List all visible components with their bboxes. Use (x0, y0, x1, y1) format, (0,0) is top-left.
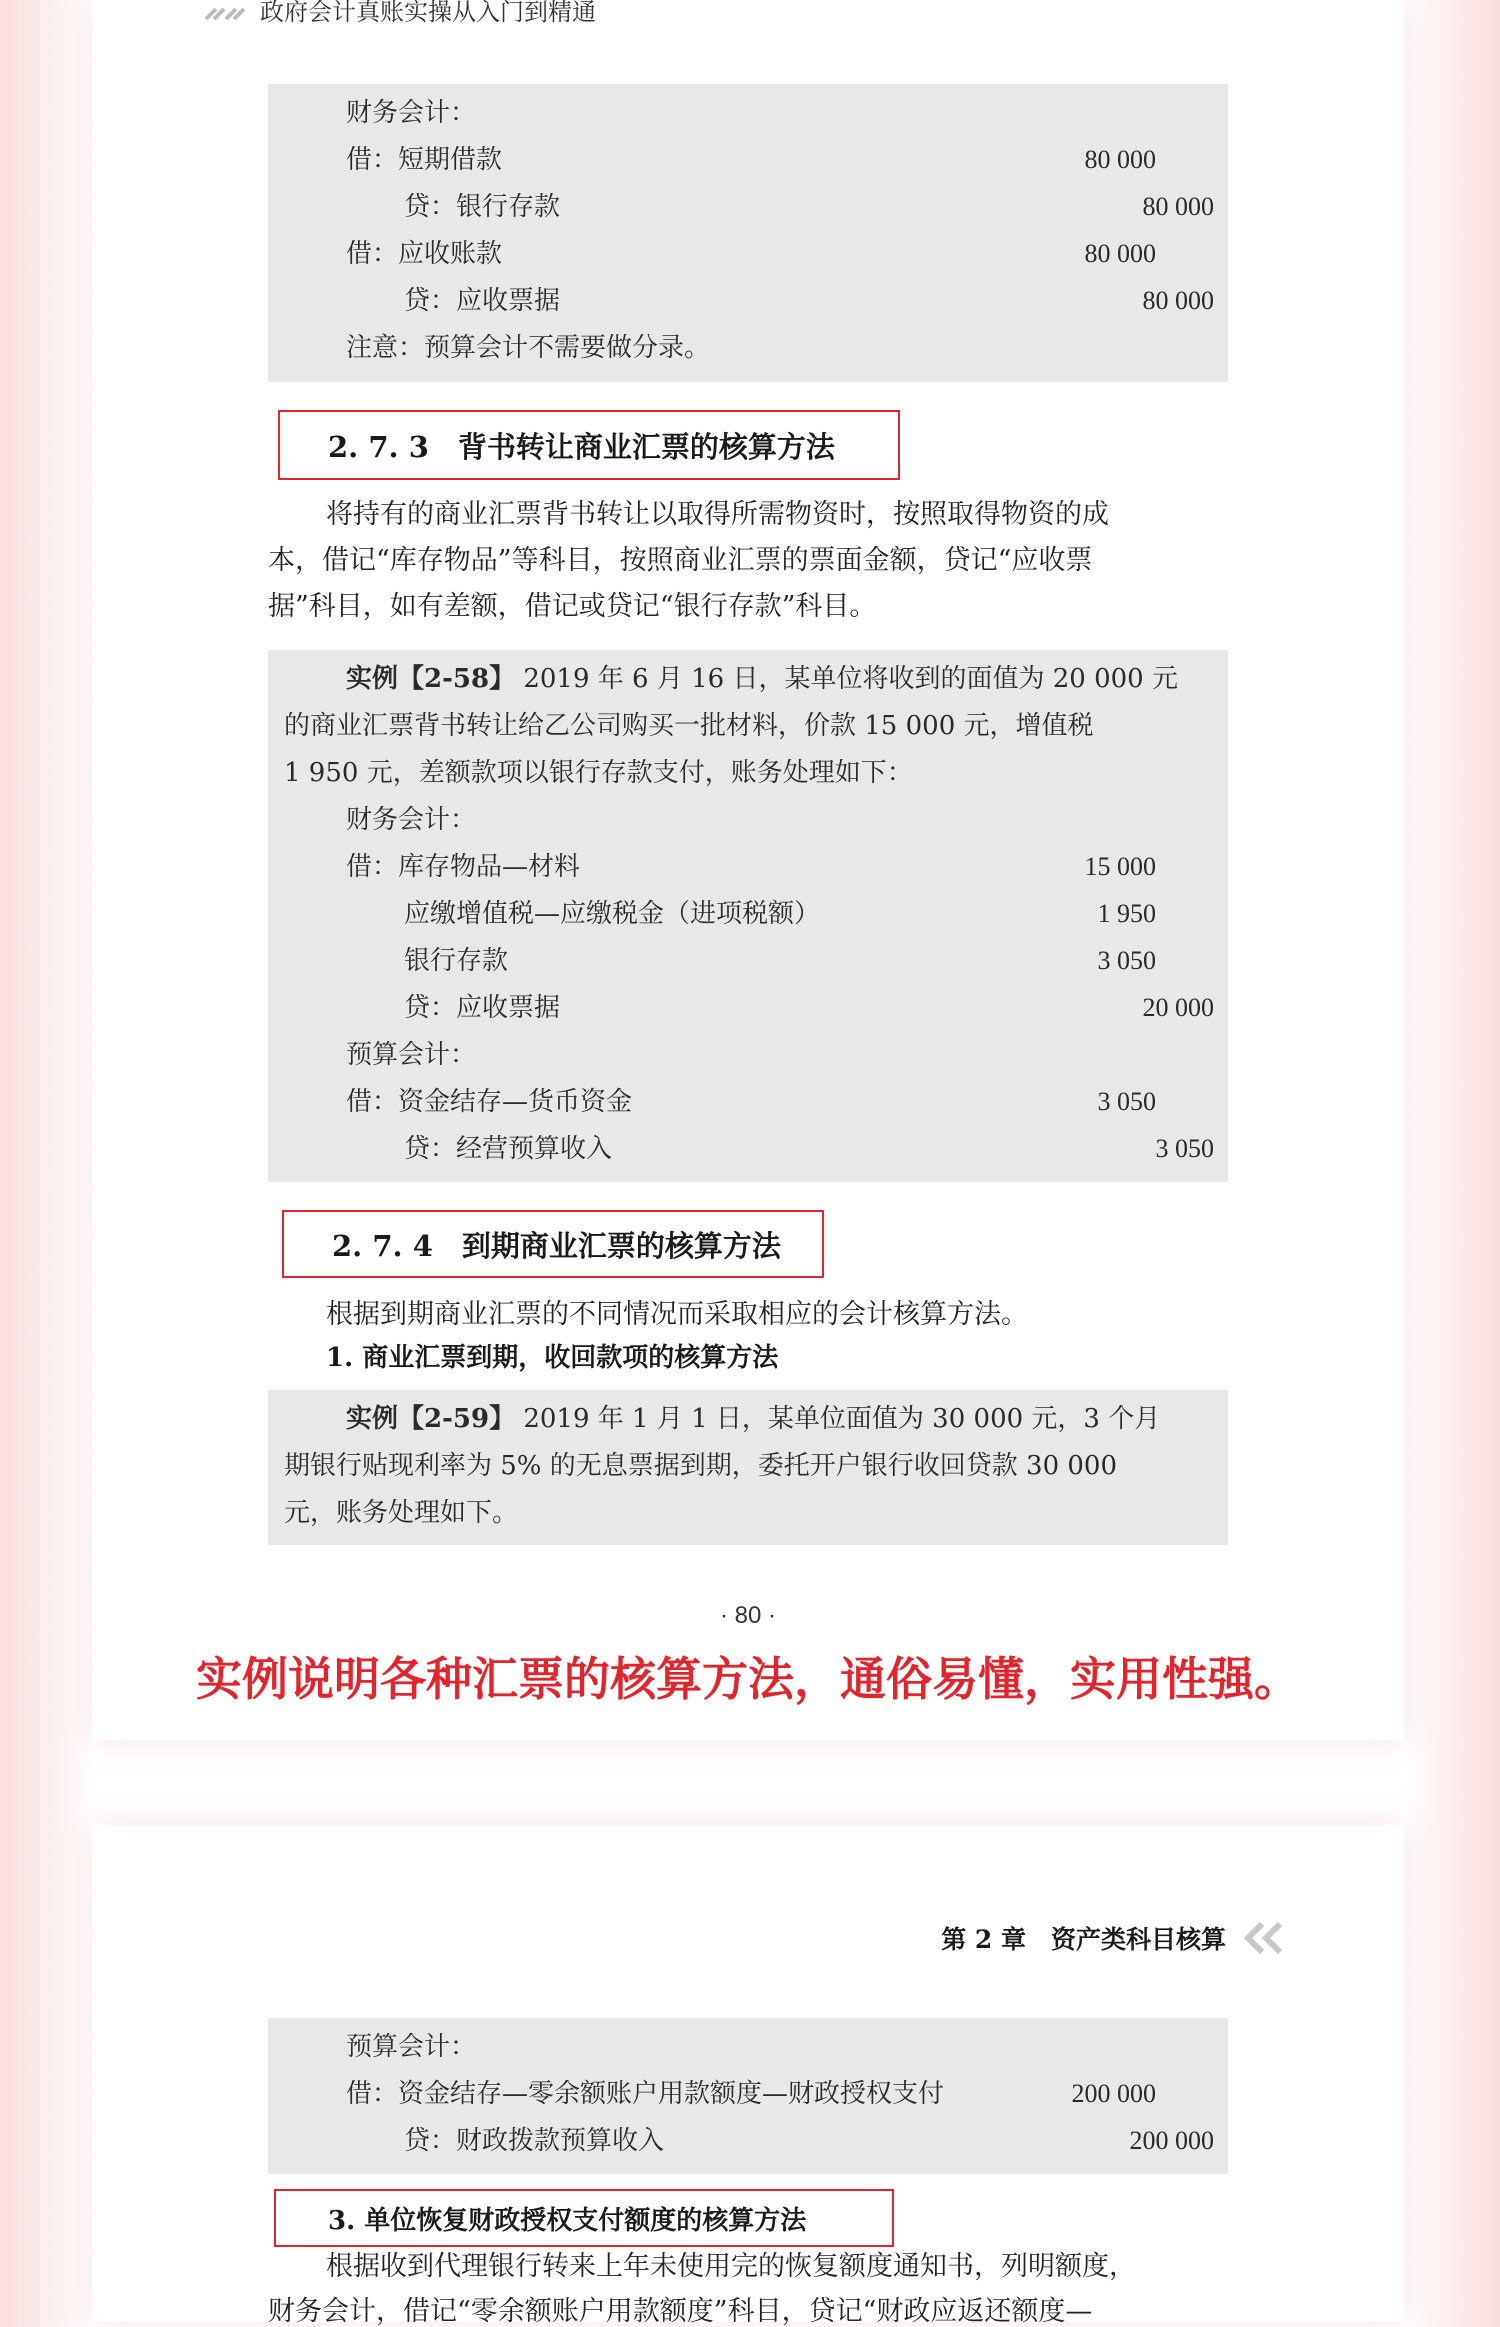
entry-line: 借：短期借款 (346, 145, 503, 175)
entry-line: 借：库存物品—材料 (346, 852, 581, 882)
entry-amount: 1 950 (1097, 899, 1156, 928)
paragraph-line: 将持有的商业汇票背书转让以取得所需物资时，按照取得物资的成 (326, 499, 1109, 530)
entry-line: 财务会计： (346, 805, 477, 835)
entry-amount: 80 000 (1142, 286, 1214, 315)
section-heading-2-7-3 (278, 410, 900, 480)
book-page-80 (92, 0, 1404, 1740)
entry-line: 贷：经营预算收入 (404, 1134, 613, 1164)
entry-line: 财务会计： (346, 98, 477, 128)
entry-line: 借：资金结存—货币资金 (346, 1087, 633, 1117)
entry-amount: 80 000 (1142, 192, 1214, 221)
entry-line: 贷：财政拨款预算收入 (404, 2126, 665, 2156)
entry-line: 贷：应收票据 (404, 286, 561, 316)
double-chevron-left-icon (1240, 1918, 1292, 1958)
book-page-next (92, 1825, 1404, 2327)
running-head (204, 0, 596, 24)
entry-box-page2 (268, 2018, 1228, 2174)
entry-amount: 20 000 (1142, 993, 1214, 1022)
entry-line: 贷：银行存款 (404, 192, 561, 222)
paragraph-line: 本，借记“库存物品”等科目，按照商业汇票的票面金额，贷记“应收票 (268, 545, 1093, 576)
example-intro-line (346, 1404, 1160, 1434)
entry-line: 贷：应收票据 (404, 993, 561, 1023)
section-heading-text: 3. 单位恢复财政授权支付额度的核算方法 (328, 2205, 807, 2236)
chapter-running-head (941, 1918, 1292, 1958)
section-heading-text: 2. 7. 4 到期商业汇票的核算方法 (332, 1228, 781, 1263)
example-label: 实例【2-59】 (346, 1404, 516, 1434)
double-chevron-icon (204, 3, 250, 21)
paragraph-line: 财务会计，借记“零余额账户用款额度”科目，贷记“财政应返还额度— (268, 2296, 1093, 2327)
note-line: 注意：预算会计不需要做分录。 (346, 333, 711, 363)
entry-amount: 80 000 (1084, 145, 1156, 174)
promo-caption: 实例说明各种汇票的核算方法，通俗易懂，实用性强。 (196, 1652, 1300, 1706)
entry-amount: 3 050 (1097, 1087, 1156, 1116)
page-number: · 80 · (719, 1602, 776, 1629)
example-intro-line: 期银行贴现利率为 5% 的无息票据到期，委托开户银行收回贷款 30 000 (284, 1451, 1118, 1481)
running-head-title: 政府会计真账实操从入门到精通 (260, 0, 596, 26)
paragraph-line: 根据到期商业汇票的不同情况而采取相应的会计核算方法。 (326, 1299, 1028, 1330)
example-intro-text: 2019 年 1 月 1 日，某单位面值为 30 000 元，3 个月 (523, 1404, 1161, 1434)
section-heading-text: 2. 7. 3 背书转让商业汇票的核算方法 (328, 429, 835, 464)
entry-line: 借：资金结存—零余额账户用款额度—财政授权支付 (346, 2079, 945, 2109)
chapter-title: 第 2 章 资产类科目核算 (941, 1925, 1226, 1954)
entry-line: 预算会计： (346, 1040, 477, 1070)
section-heading-2-7-4 (282, 1210, 824, 1278)
entry-box-1 (268, 84, 1228, 382)
entry-line: 借：应收账款 (346, 239, 503, 269)
paragraph-line: 根据收到代理银行转来上年未使用完的恢复额度通知书，列明额度， (326, 2251, 1136, 2282)
entry-amount: 80 000 (1084, 239, 1156, 268)
entry-line: 银行存款 (404, 946, 509, 976)
example-label: 实例【2-58】 (346, 664, 516, 694)
example-box-2-59 (268, 1390, 1228, 1545)
entry-amount: 200 000 (1129, 2126, 1214, 2155)
entry-amount: 3 050 (1097, 946, 1156, 975)
example-intro-line: 元，账务处理如下。 (284, 1498, 519, 1528)
example-intro-line: 1 950 元，差额款项以银行存款支付，账务处理如下： (284, 758, 913, 788)
example-box-2-58 (268, 650, 1228, 1182)
paragraph-line: 据”科目，如有差额，借记或贷记“银行存款”科目。 (268, 591, 877, 622)
subheading: 1. 商业汇票到期，收回款项的核算方法 (326, 1343, 779, 1373)
entry-amount: 15 000 (1084, 852, 1156, 881)
entry-line: 预算会计： (346, 2032, 477, 2062)
section-heading-3 (274, 2189, 894, 2247)
example-intro-text: 2019 年 6 月 16 日，某单位将收到的面值为 20 000 元 (523, 664, 1178, 694)
entry-amount: 200 000 (1071, 2079, 1156, 2108)
entry-amount: 3 050 (1155, 1134, 1214, 1163)
example-intro-line (346, 664, 1178, 694)
entry-line: 应缴增值税—应缴税金（进项税额） (404, 899, 821, 929)
example-intro-line: 的商业汇票背书转让给乙公司购买一批材料，价款 15 000 元，增值税 (284, 711, 1094, 741)
